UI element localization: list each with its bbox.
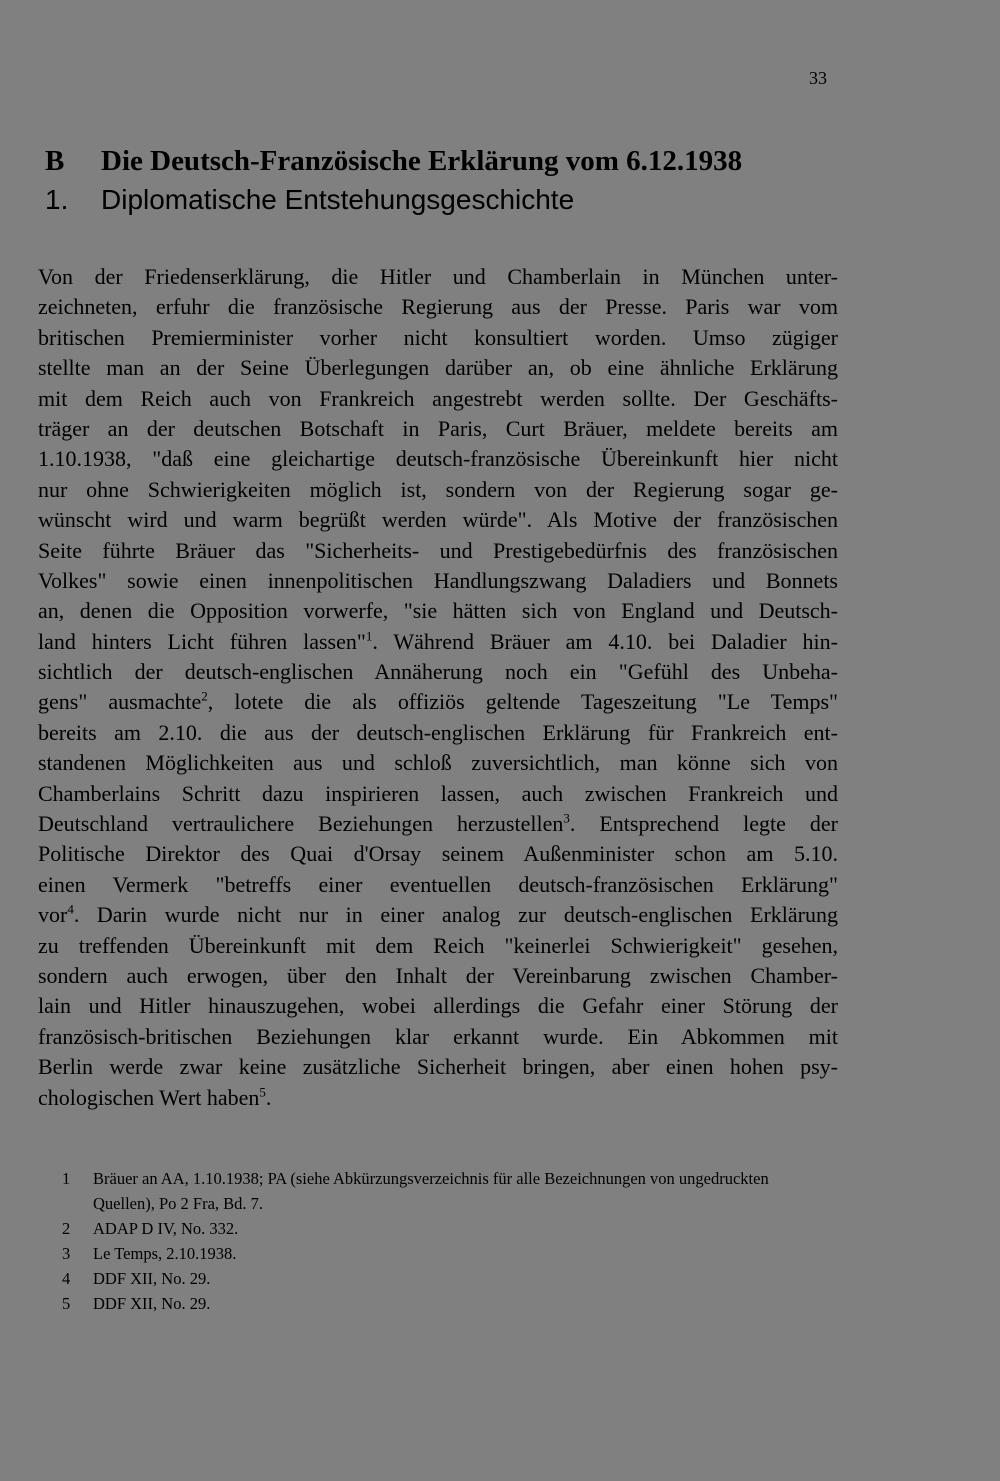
paragraph-line bbox=[38, 384, 838, 414]
footnote-reference: 2 bbox=[201, 689, 208, 705]
line-text: Von der Friedenserklärung, die Hitler und Chamberlain in München unter- bbox=[38, 264, 838, 289]
paragraph-line bbox=[38, 1022, 838, 1052]
line-text: Volkes" sowie einen innenpolitischen Handlungszwang Daladiers und Bonnets bbox=[38, 567, 838, 593]
footnote-reference: 4 bbox=[67, 901, 74, 917]
footnote bbox=[62, 1291, 832, 1316]
footnote-number: 5 bbox=[62, 1294, 71, 1313]
paragraph-line bbox=[38, 536, 838, 566]
line-text-continued: . Entsprechend legte der bbox=[569, 811, 838, 837]
paragraph-line bbox=[38, 566, 838, 596]
footnote-reference: 3 bbox=[563, 810, 570, 826]
line-text: träger an der deutschen Botschaft in Paris, Curt Bräuer, meldete bereits am bbox=[38, 415, 838, 441]
subsection-heading bbox=[45, 184, 574, 216]
section-title: Die Deutsch-Französische Erklärung vom 6.12.1938 bbox=[101, 145, 743, 177]
line-text: an, denen die Opposition vorwerfe, "sie hätten sich von England und Deutsch- bbox=[38, 598, 838, 624]
paragraph-line bbox=[38, 444, 838, 474]
footnote-reference: 1 bbox=[365, 628, 373, 644]
line-text: Politische Direktor des Quai d'Orsay seinem Außenminister schon am 5.10. bbox=[38, 841, 838, 867]
footnote-number: 1 bbox=[62, 1169, 71, 1188]
line-text: Seite führte Bräuer das "Sicherheits- und Prestigebedürfnis des französischen bbox=[38, 537, 838, 563]
line-text: mit dem Reich auch von Frankreich angestrebt werden sollte. Der Geschäfts- bbox=[38, 385, 838, 411]
paragraph-line bbox=[38, 323, 838, 353]
footnote-text: DDF XII, No. 29. bbox=[93, 1294, 211, 1313]
footnote-text: Bräuer an AA, 1.10.1938; PA (siehe Abkürzungsverzeichnis für alle Bezeichnungen von ungedruckten Quellen), Po 2 Fra, Bd. 7. bbox=[93, 1169, 769, 1213]
footnote-number: 2 bbox=[62, 1219, 71, 1238]
line-text: sichtlich der deutsch-englischen Annäherung noch ein "Gefühl des Unbeha- bbox=[38, 659, 838, 685]
line-text-continued: , lotete die als offiziös geltende Tageszeitung "Le Temps" bbox=[207, 689, 838, 715]
paragraph-line bbox=[38, 748, 838, 778]
line-text: zu treffenden Übereinkunft mit dem Reich "keinerlei Schwierigkeit" gesehen, bbox=[38, 932, 838, 958]
paragraph-line bbox=[38, 1052, 838, 1082]
line-text: chologischen Wert haben bbox=[38, 1084, 260, 1110]
line-text: britischen Premierminister vorher nicht konsultiert worden. Umso zügiger bbox=[38, 324, 838, 350]
subsection-number: 1. bbox=[45, 184, 69, 215]
footnote bbox=[62, 1166, 832, 1216]
paragraph-line bbox=[38, 414, 838, 444]
paragraph-line bbox=[38, 779, 838, 809]
paragraph-line bbox=[38, 991, 838, 1021]
paragraph-line bbox=[38, 657, 838, 687]
subsection-title: Diplomatische Entstehungsgeschichte bbox=[101, 184, 575, 215]
footnote bbox=[62, 1266, 832, 1291]
line-text: Chamberlains Schritt dazu inspirieren lassen, auch zwischen Frankreich und bbox=[38, 780, 838, 806]
footnote bbox=[62, 1241, 832, 1266]
paragraph-line bbox=[38, 961, 838, 991]
paragraph-line bbox=[38, 505, 838, 535]
line-text-continued: . Während Bräuer am 4.10. bei Daladier hin- bbox=[372, 628, 838, 654]
line-text: gens" ausmachte bbox=[38, 689, 202, 715]
paragraph-line bbox=[38, 931, 838, 961]
line-text-continued: . bbox=[265, 1084, 272, 1110]
paragraph-line bbox=[38, 870, 838, 900]
paragraph-line bbox=[38, 627, 838, 657]
line-text: land hinters Licht führen lassen" bbox=[38, 628, 366, 654]
line-text: lain und Hitler hinauszugehen, wobei allerdings die Gefahr einer Störung der bbox=[38, 993, 838, 1019]
line-text: einen Vermerk "betreffs einer eventuellen deutsch-französischen Erklärung" bbox=[38, 871, 838, 897]
line-text: standenen Möglichkeiten aus und schloß zuversichtlich, man könne sich von bbox=[38, 750, 838, 776]
line-text: Deutschland vertraulichere Beziehungen herzustellen bbox=[38, 811, 564, 837]
line-text-continued: . Darin wurde nicht nur in einer analog zur deutsch-englischen Erklärung bbox=[73, 902, 838, 928]
footnote-number: 4 bbox=[62, 1269, 71, 1288]
footnote-text: Le Temps, 2.10.1938. bbox=[93, 1244, 237, 1263]
paragraph-line bbox=[38, 262, 838, 292]
paragraph-line bbox=[38, 718, 838, 748]
line-text: stellte man an der Seine Überlegungen darüber an, ob eine ähnliche Erklärung bbox=[38, 355, 838, 381]
page-number: 33 bbox=[809, 68, 827, 88]
line-text: französisch-britischen Beziehungen klar erkannt wurde. Ein Abkommen mit bbox=[38, 1023, 838, 1049]
paragraph-line bbox=[38, 475, 838, 505]
paragraph-line bbox=[38, 353, 838, 383]
paragraph-line bbox=[38, 596, 838, 626]
line-text: sondern auch erwogen, über den Inhalt der Vereinbarung zwischen Chamber- bbox=[38, 962, 838, 988]
line-text: Berlin werde zwar keine zusätzliche Sicherheit bringen, aber einen hohen psy- bbox=[38, 1054, 838, 1080]
section-number: B bbox=[45, 145, 65, 177]
footnote bbox=[62, 1216, 832, 1241]
line-text: nur ohne Schwierigkeiten möglich ist, sondern von der Regierung sogar ge- bbox=[38, 476, 838, 502]
paragraph-line bbox=[38, 809, 838, 839]
body-paragraph bbox=[38, 262, 838, 1113]
paragraph-line bbox=[38, 687, 838, 717]
line-text: 1.10.1938, "daß eine gleichartige deutsch-französische Übereinkunft hier nicht bbox=[38, 446, 838, 472]
section-heading bbox=[45, 145, 742, 178]
footnotes bbox=[62, 1166, 832, 1316]
paragraph-line bbox=[38, 292, 838, 322]
paragraph-line bbox=[38, 1083, 838, 1113]
footnote-text: ADAP D IV, No. 332. bbox=[93, 1219, 239, 1238]
footnote-number: 3 bbox=[62, 1244, 71, 1263]
footnote-text: DDF XII, No. 29. bbox=[93, 1269, 211, 1288]
line-text: bereits am 2.10. die aus der deutsch-englischen Erklärung für Frankreich ent- bbox=[38, 719, 838, 745]
line-text: wünscht wird und warm begrüßt werden würde". Als Motive der französischen bbox=[38, 507, 838, 533]
line-text: vor bbox=[38, 902, 68, 928]
footnote-reference: 5 bbox=[259, 1084, 266, 1100]
line-text: zeichneten, erfuhr die französische Regierung aus der Presse. Paris war vom bbox=[38, 294, 838, 320]
paragraph-line bbox=[38, 900, 838, 930]
paragraph-line bbox=[38, 839, 838, 869]
